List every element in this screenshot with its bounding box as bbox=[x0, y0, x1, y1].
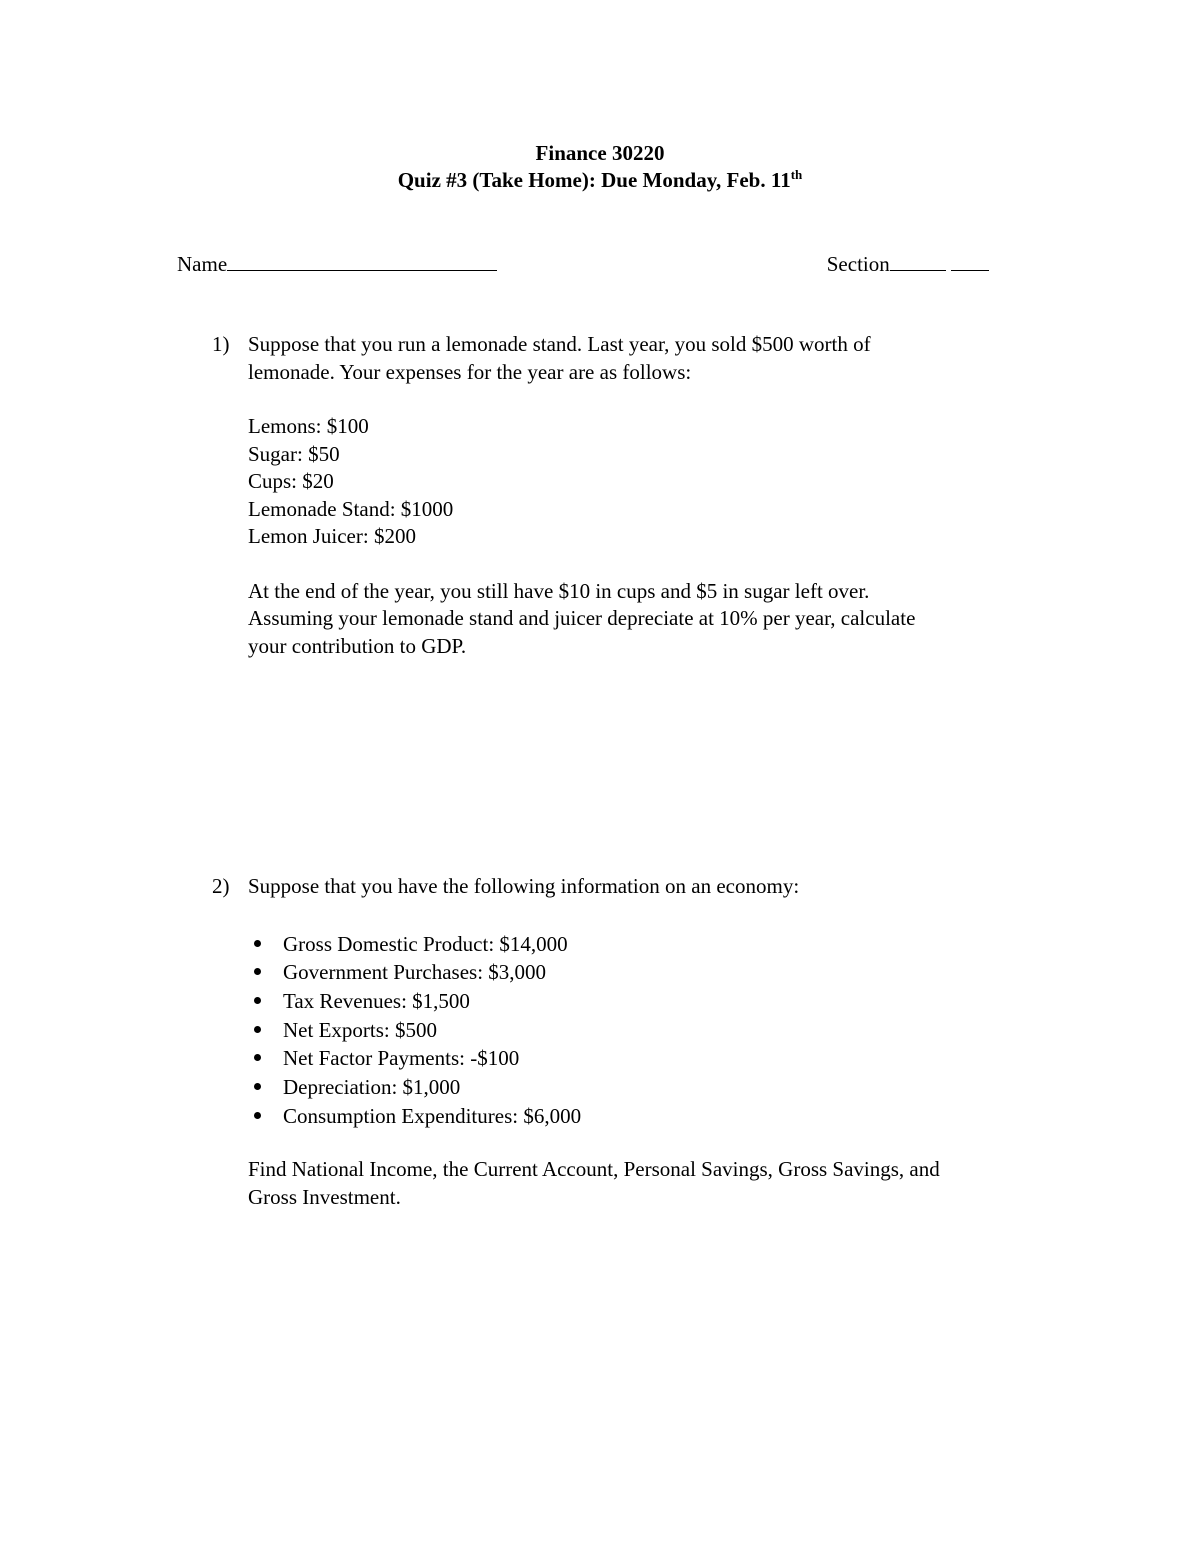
question-1-body bbox=[248, 331, 915, 660]
q2-prompt-line-2: Gross Investment. bbox=[248, 1184, 401, 1209]
question-2-body bbox=[248, 873, 940, 1211]
bullet-icon bbox=[254, 968, 261, 975]
course-title: Finance 30220 bbox=[535, 141, 665, 165]
list-item bbox=[248, 987, 940, 1016]
list-item-text: Depreciation: $1,000 bbox=[283, 1075, 461, 1100]
quiz-title bbox=[0, 167, 1200, 194]
q2-intro: Suppose that you have the following information on an economy: bbox=[248, 874, 800, 898]
name-field bbox=[177, 250, 497, 277]
bullet-icon bbox=[254, 997, 261, 1004]
q1-prompt-line-3: your contribution to GDP. bbox=[248, 633, 467, 658]
name-label: Name bbox=[177, 252, 228, 276]
bullet-icon bbox=[254, 1083, 261, 1090]
list-item bbox=[248, 1044, 940, 1073]
list-item: Sugar: $50 bbox=[248, 441, 340, 466]
bullet-icon bbox=[254, 940, 261, 947]
list-item-text: Tax Revenues: $1,500 bbox=[283, 988, 470, 1013]
list-item bbox=[248, 930, 940, 959]
list-item-text: Net Exports: $500 bbox=[283, 1017, 437, 1042]
bullet-icon bbox=[254, 1026, 261, 1033]
q1-prompt-line-1: At the end of the year, you still have $10 in cups and $5 in sugar left over. bbox=[248, 578, 870, 603]
question-1-number: 1) bbox=[212, 332, 230, 356]
section-field bbox=[827, 250, 989, 277]
name-blank-line bbox=[227, 250, 497, 271]
list-item-text: Gross Domestic Product: $14,000 bbox=[283, 931, 568, 956]
section-label: Section bbox=[826, 252, 890, 276]
quiz-title-text: Quiz #3 (Take Home): Due Monday, Feb. 11 bbox=[397, 168, 791, 192]
list-item: Lemonade Stand: $1000 bbox=[248, 496, 454, 521]
q1-expense-list bbox=[248, 413, 915, 551]
name-section-row bbox=[177, 250, 989, 280]
list-item bbox=[248, 1016, 940, 1045]
q2-economy-list bbox=[248, 930, 940, 1131]
q1-intro-line-1: Suppose that you run a lemonade stand. Last year, you sold $500 worth of bbox=[248, 332, 871, 356]
q1-intro-line-2: lemonade. Your expenses for the year are as follows: bbox=[248, 359, 692, 384]
list-item: Lemons: $100 bbox=[248, 414, 369, 438]
section-blank-line-2 bbox=[951, 250, 989, 271]
bullet-icon bbox=[254, 1112, 261, 1119]
list-item: Cups: $20 bbox=[248, 469, 334, 493]
list-item bbox=[248, 1073, 940, 1102]
document-header bbox=[0, 140, 1200, 194]
question-2-number: 2) bbox=[212, 874, 230, 898]
list-item-text: Net Factor Payments: -$100 bbox=[283, 1046, 520, 1071]
list-item-text: Consumption Expenditures: $6,000 bbox=[283, 1103, 582, 1128]
list-item-text: Government Purchases: $3,000 bbox=[283, 960, 547, 985]
list-item bbox=[248, 1102, 940, 1131]
bullet-icon bbox=[254, 1054, 261, 1061]
q1-prompt-line-2: Assuming your lemonade stand and juicer depreciate at 10% per year, calculate bbox=[248, 606, 916, 630]
quiz-title-superscript: th bbox=[790, 167, 803, 182]
q2-prompt-line-1: Find National Income, the Current Account, Personal Savings, Gross Savings, and bbox=[248, 1157, 940, 1182]
list-item: Lemon Juicer: $200 bbox=[248, 524, 416, 548]
list-item bbox=[248, 958, 940, 987]
section-blank-line-1 bbox=[890, 250, 946, 271]
